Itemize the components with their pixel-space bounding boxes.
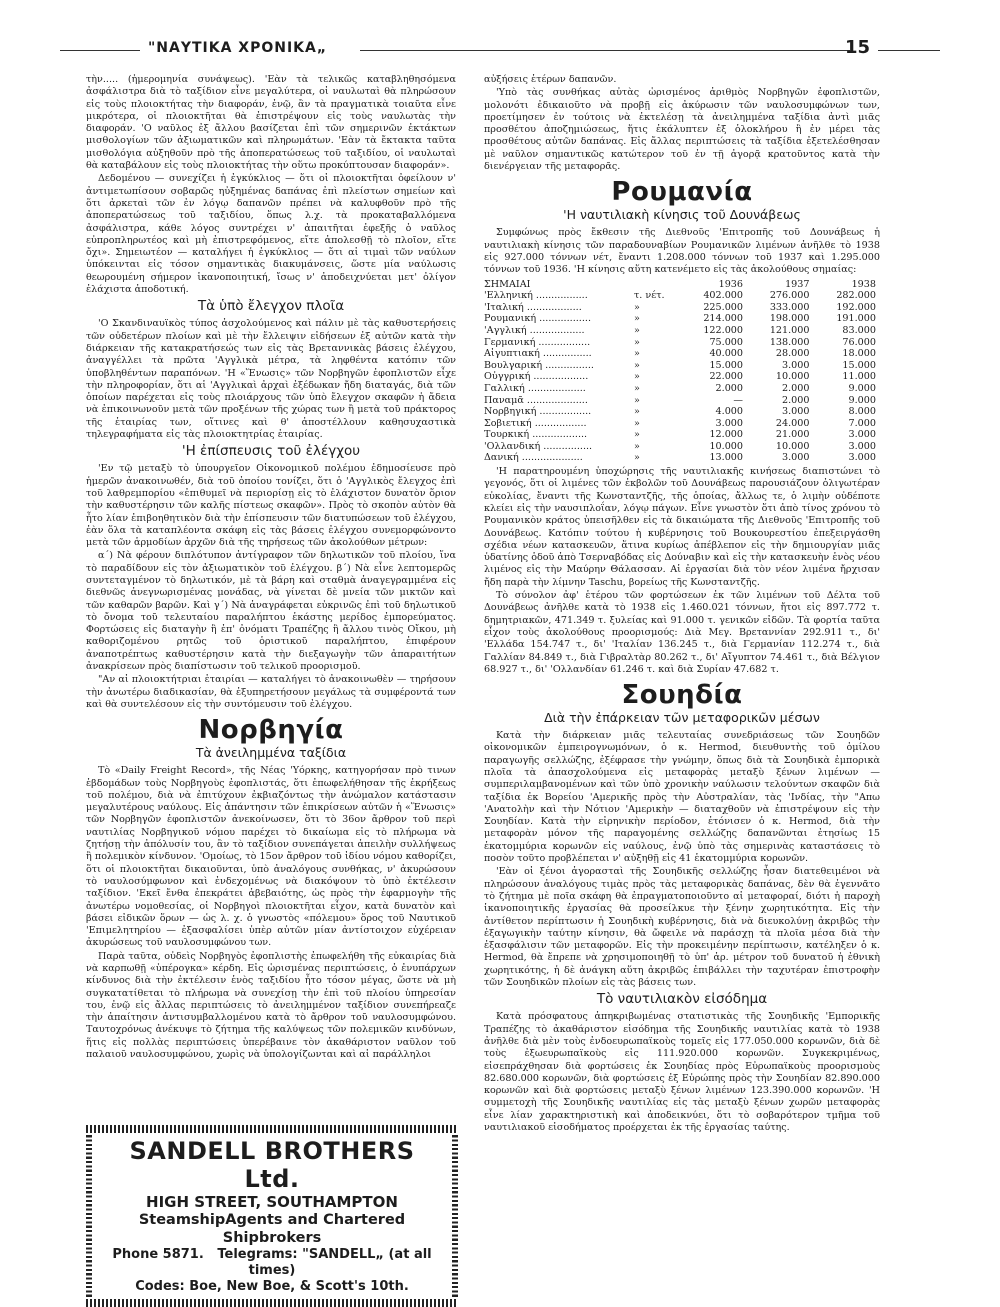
table-cell: 198.000 — [769, 313, 810, 325]
table-cell: » — [634, 301, 640, 313]
table-cell: 3.000 — [848, 440, 876, 452]
section-subtitle: Διὰ τὴν ἐπάρκειαν τῶν μεταφορικῶν μέσων — [544, 710, 820, 726]
ad-body — [86, 1133, 458, 1299]
paragraph: Παρὰ ταῦτα, οὐδεὶς Νορβηγὸς ἐφοπλιστὴς ἐπωφελήθη τῆς εὐκαιρίας διὰ νὰ καρπωθῇ «ὑπέρογκα» κέρδη. Εἰς ὡρισμένας περιπτώσεις, ὁ ἐνυπάρχων κίνδυνος διὰ τὴν ἐκτέλεσιν ἑνὸς ταξιδίου ἦτο τόσον μέγας, ὥστε νὰ μὴ συγκατατίθεται τὸ πλήρωμα νὰ συνεχίσῃ τὴν ἐπὶ τοῦ πλοίου ὑπηρεσίαν του, ἐνῷ εἰς ἄλλας περιπτώσεις τὸ ἀνειλημμένον ταξίδιον συνεπήρεαζε τὴν ἀπαίτησιν ἀντισυμβαλλομένου κατὰ τὸ ἄρθρον τοῦ ναυλοσυμφώνου. Ταυτοχρόνως ἀνέκυψε τὸ ζήτημα τῆς καλύψεως τῶν πολεμικῶν κινδύνων, ἥτις εἰς πολλὰς περιπτώσεις ὑπερέβαινε τὸν ἀκαθάριστον ναῦλον τοῦ παλαιοῦ ναυλοσυμφώνου, χωρὶς νὰ ὑπολογίζωνται καὶ αἱ παράλληλοι — [86, 950, 456, 1061]
table-cell: » — [634, 417, 640, 429]
ad-codes: Codes: Boe, New Boe, & Scott's 10th. — [135, 1279, 409, 1294]
flag-name-cell: Παναμᾶ .................... — [484, 394, 588, 406]
right-column — [484, 74, 880, 1135]
table-cell: 3.000 — [715, 417, 744, 429]
table-cell: 402.000 — [703, 290, 744, 302]
paragraph: 'Η παρατηρουμένη ὑποχώρησις τῆς ναυτιλιακῆς κινήσεως διαπιστώνει τὸ γεγονός, ὅτι οἱ λιμένες τῶν ἐκβολῶν τοῦ Δουνάβεως παρουσιάζουν ὀλιγωτέραν εὐκολίας, ἔναντι τῆς Κωνσταντζῆς, τῆς ὁποίας, ἄλλως τε, ὁ λιμὴν οὐδέποτε κλείει εἰς τὴν ναυσιπλοΐαν, λόγῳ πάγων. Εἶνε γνωστὸν ὅτι ἀπὸ τίνος χρόνου τὸ Ρουμανικὸν κράτος ὑπεισῆλθεν εἰς τὰ δικαιώματα τῆς Διεθνοῦς 'Επιτροπῆς τοῦ Δουνάβεως. Κατόπιν τούτου ἡ κυβέρνησις τοῦ Βουκουρεστίου ἐπεξειργάσθη σχέδια νέων κατασκευῶν, ἅτινα κυρίως ἀπέβλεπον εἰς τὴν δημιουργίαν μιᾶς ὑδατίνης ὁδοῦ ἀπὸ Τσερναβόδας εἰς Δούναβιν καὶ εἰς τὴν κατασκευὴν ἑνὸς νέου λιμένος εἰς τὴν Μαύρην Θάλασσαν. Αἱ ἐργασίαι διὰ τὸν νέον λιμένα ἤρχισαν ἤδη παρὰ τὴν λίμνην Taschu, βορείως τῆς Κωνσταντζῆς. — [484, 466, 880, 588]
table-row — [484, 313, 880, 325]
table-cell: » — [634, 429, 640, 441]
table-cell: 24.000 — [775, 417, 810, 429]
ad-contact-line — [98, 1247, 446, 1279]
table-cell: 76.000 — [842, 336, 876, 348]
table-row — [484, 371, 880, 383]
table-row — [484, 290, 880, 302]
paragraph: Κατὰ πρόσφατους ἀπηκριβωμένας στατιστικὰς τῆς Σουηδικῆς 'Εμπορικῆς Τραπέζης τὸ ἀκαθάριστον εἰσόδημα τῆς Σουηδικῆς ναυτιλίας κατὰ τὸ 1938 ἀνῆλθε διὰ μὲν τοὺς ἐνδοευρωπαϊκοὺς τομεῖς εἰς 177.050.000 κορωνῶν, διὰ δὲ τοὺς ἐξωευρωπαϊκοὺς εἰς 111.920.000 κορωνῶν. Συγκεκριμένως, εἰσεπράχθησαν διὰ φορτώσεις ἐκ Σουηδίας πρὸς Εὐρωπαϊκοὺς προορισμοὺς 82.680.000 κορωνῶν, διὰ φορτώσεις ἐξ Εὐρώπης πρὸς τὴν Σουηδίαν 82.890.000 κορωνῶν καὶ διὰ φορτώσεις μεταξὺ ξένων λιμένων 123.390.000 κορωνῶν. 'Η συμμετοχὴ τῆς Σουηδικῆς ναυτιλίας εἰς τὰς μεταξὺ ξένων χωρῶν μεταφορὰς εἶνε λίαν χαρακτηριστικὴ καὶ ἀποδεικνύει, ὅτι τὸ σοβαρότερον τμῆμα τοῦ ναυτιλιακοῦ εἰσοδήματος προέρχεται ἐκ τῆς ἐργασίας ταύτης. — [484, 1011, 880, 1134]
table-row — [484, 383, 880, 395]
table-cell: 276.000 — [769, 290, 810, 302]
table-cell: 83.000 — [842, 324, 876, 336]
table-cell: 3.000 — [782, 406, 810, 418]
section-subtitle: Τὰ ἀνειλημμένα ταξίδια — [195, 745, 347, 761]
table-cell: 3.000 — [782, 359, 810, 371]
table-cell: 121.000 — [769, 324, 810, 336]
paragraph: Κατὰ τὴν διάρκειαν μιᾶς τελευταίας συνεδριάσεως τῶν Σουηδῶν οἰκονομικῶν ἐμπειρογνωμόνων, ὁ κ. Hermod, διευθυντὴς τοῦ ὁμίλου παραγωγῆς σελλώζης, ἐξέφρασε τὴν γνώμην, ὅπως διὰ τὰ Σουηδικὰ ἐμπορικὰ πλοῖα τὰ ἀπασχολούμενα εἰς μεταφορὰς μεταξὺ ξένων λιμένων — συμπεριλαμβανομένων καὶ τῶν ὑπὸ χρονικὴν ναύλωσιν τελούντων σκαφῶν διὰ ταξίδια ἐκ Βορείου 'Αμερικῆς πρὸς τὴν Αὐστραλίαν, τὰς 'Ινδίας, τὴν "Απω 'Ανατολὴν καὶ τὴν Νότιον 'Αμερικὴν — διαταχθοῦν νὰ ἐπιστρέψουν εἰς τὴν Σουηδίαν. Κατὰ τὴν εἰρηνικὴν περίοδον, ἐτόνισεν ὁ κ. Hermod, διὰ τὴν μεταφορὰν μόνον τῆς παραγομένης σελλώζης δαπανῶνται ἐτησίως 15 ἑκατομμύρια κορωνῶν εἰς ναύλους, ἐνῷ ὑπὸ τὰς σημερινὰς καταστάσεις τὸ ποσὸν τοῦτο προβλέπεται ν' αὐξηθῇ εἰς 41 ἑκατομμύρια κορωνῶν. — [484, 730, 880, 865]
paragraph: 'Εν τῷ μεταξὺ τὸ ὑπουργεῖον Οἰκονομικοῦ πολέμου ἐδημοσίευσε πρὸ ἡμερῶν ἀνακοινωθέν, διὰ τοῦ ὁποίου τονίζει, ὅτι ὁ 'Αγγλικὸς ἔλεγχος ἐπὶ τοῦ λαθρεμπορίου «ἐπιθυμεῖ νὰ περιορίσῃ εἰς τὸ ἐλάχιστον δυνατὸν ὅριον τὴν καθυστέρησιν τῶν καλῆς πίστεως σκαφῶν». Πρὸς τὸ σκοπὸν αὐτὸν θὰ ἦτο λίαν ἐπιβοηθητικὸν διὰ τὴν ἐπίσπευσιν τῶν διατυπώσεων τοῦ ἐλέγχου, ἐὰν ὅλα τὰ καταπλέοντα σκάφη εἰς τὰς βάσεις ἐλέγχου συνεμορφώνοντο μετὰ τῶν ἁρμοδίων ἀρχῶν διὰ τῆς τηρήσεως τῶν ἀκολούθων μέτρων: — [86, 463, 456, 549]
table-cell: » — [634, 324, 640, 336]
table-cell: 3.000 — [782, 452, 810, 464]
table-row — [484, 418, 880, 430]
table-cell: τ. νέτ. — [634, 290, 665, 302]
table-row — [484, 360, 880, 372]
table-cell: 2.000 — [715, 382, 744, 394]
table-cell: 40.000 — [709, 348, 744, 360]
table-row — [484, 395, 880, 407]
paragraph: 'Εὰν οἱ ξένοι ἀγορασταὶ τῆς Σουηδικῆς σελλώζης ἦσαν διατεθειμένοι νὰ πληρώσουν ἀναλόγους τιμὰς πρὸς τὰς μεταφορικὰς δαπάνας, δὲν θὰ ἐγεννᾶτο τὸ ζήτημα μὲ ποῖα σκάφη θὰ ἐπραγματοποιοῦντο αἱ μεταφοραί, διότι ἡ παροχὴ ἱκανοποιητικῆς ἐργασίας θὰ προσείλκυε τὴν ξένην χωρητικότητα. Εἰς τὴν ἀντίθετον περίπτωσιν ἡ Σουηδικὴ κυβέρνησις, διὰ νὰ διευκολύνῃ ἀκριβῶς τὴν ἐξαγωγικὴν ταύτην κίνησιν, θὰ ὤφειλε νὰ παράσχῃ τὰ πλοῖα μέσα διὰ τὴν ἐξασφάλισιν τῶν μεταφορῶν. Εἰς τὴν προκειμένην περίπτωσιν, κατέληξεν ὁ κ. Hermod, θὰ ἔπρεπε νὰ χρησιμοποιηθῇ τὸ ὑπ' ἀρ. μέτρον τοῦ δυνατοῦ ἡ ἐθνικὴ χωρητικότης, ἡ δὲ ἀνάγκη αὕτη ἀκριβῶς ἐπιβάλλει τὴν ταχυτέραν ἐπιστροφὴν τῶν Σουηδικῶν πλοίων εἰς τὰς βάσεις των. — [484, 866, 880, 989]
publication-title: "ΝΑΥΤΙΚΑ ΧΡΟΝΙΚΑ„ — [148, 40, 328, 56]
table-cell: » — [634, 394, 640, 406]
table-header-cell — [634, 279, 681, 291]
table-cell: 138.000 — [769, 336, 810, 348]
table-cell: » — [634, 336, 640, 348]
table-cell: » — [634, 452, 640, 464]
table-cell: 12.000 — [709, 429, 744, 441]
table-cell: 122.000 — [703, 324, 744, 336]
table-cell: 28.000 — [775, 348, 810, 360]
table-cell: 2.000 — [782, 382, 810, 394]
table-cell: 8.000 — [848, 406, 876, 418]
table-cell: 3.000 — [848, 429, 876, 441]
table-cell: 282.000 — [836, 290, 876, 302]
ad-address: HIGH STREET, SOUTHAMPTON — [146, 1193, 398, 1211]
table-cell: 7.000 — [848, 417, 876, 429]
page-header — [60, 38, 940, 62]
table-row — [484, 406, 880, 418]
country-heading-norway: Νορβηγία — [198, 715, 344, 746]
paragraph: 'Υπὸ τὰς συνθήκας αὐτὰς ὡρισμένος ἀριθμὸς Νορβηγῶν ἐφοπλιστῶν, μολονότι ἐδικαιοῦτο νὰ προβῇ εἰς ἀκύρωσιν τῶν ναυλοσυμφώνων των, προετίμησεν ἐν τούτοις νὰ ἐκτελέσῃ τὰ ἀνειλημμένα ταξίδια ἀντὶ μιᾶς προσθέτου ἀποζημιώσεως, ἥτις ἐκάλυπτεν ἐξ ὁλοκλήρου ἢ ἐν μέρει τὰς προσθέτους αὐτῶν δαπάνας. Εἰς ἄλλας περιπτώσεις τὰ ταξίδια ἐξετελέσθησαν μὲ ναῦλον σημαντικῶς κατώτερον τοῦ ἐν τῇ ἀγορᾷ κρατοῦντος κατὰ τὴν διενέργειαν τῆς μεταφορᾶς. — [484, 87, 880, 173]
table-cell: » — [634, 313, 640, 325]
table-cell: — — [733, 394, 744, 406]
table-cell: 13.000 — [709, 452, 744, 464]
flag-name-cell: 'Ιταλική .................. — [484, 301, 582, 313]
table-cell: » — [634, 382, 640, 394]
ad-description: SteamshipAgents and Chartered Shipbrokers — [138, 1212, 406, 1246]
paragraph: Συμφώνως πρὸς ἔκθεσιν τῆς Διεθνοῦς 'Επιτροπῆς τοῦ Δουνάβεως ἡ ναυτιλιακὴ κίνησις τῶν παραδουναβίων Ρουμανικῶν λιμένων ἀνῆλθε τὸ 1938 εἰς 927.000 τόννων νέτ, ἔναντι 1.208.000 τόννων τοῦ 1937 καὶ 1.295.000 τόννων τοῦ 1936. 'Η κίνησις αὕτη κατενέμετο εἰς τὰς ἀκολούθους σημαίας: — [484, 227, 880, 276]
table-row — [484, 348, 880, 360]
table-cell: 2.000 — [782, 394, 810, 406]
flag-name-cell: Δανική .................... — [484, 452, 583, 464]
table-cell: » — [634, 359, 640, 371]
table-cell: 10.000 — [775, 371, 810, 383]
section-heading: 'Η ἐπίσπευσις τοῦ ἐλέγχου — [181, 443, 361, 460]
table-cell: 22.000 — [709, 371, 744, 383]
header-rule-left — [60, 50, 140, 51]
table-cell: 15.000 — [709, 359, 744, 371]
table-cell: » — [634, 371, 640, 383]
paragraph: τὴν..... (ἡμερομηνία συνάψεως). 'Εὰν τὰ τελικῶς καταβληθησόμενα ἀσφάλιστρα διὰ τὸ ταξίδιον εἶνε μεγαλύτερα, οἱ ναυλωταὶ θὰ πληρώσουν εἰς τοὺς πλοιοκτήτας τὴν διαφοράν, ἐνῷ, ἂν τὰ πραγματικὰ τοιαῦτα εἶνε μικρότερα, οἱ πλοιοκτῆται θὰ ἐπιστρέψουν εἰς τοὺς ναυλωτὰς τὴν διαφοράν. 'Ο ναῦλος ἐξ ἄλλου βασίζεται ἐπὶ τῶν σημερινῶν ἐκτάκτων μισθολογίων τῶν ἀξιωματικῶν καὶ πληρωμάτων. 'Εὰν τὰ ἔκτακτα ταῦτα μισθολόγια αὐξηθοῦν πρὸ τῆς ἀποπερατώσεως τοῦ ταξιδίου, οἱ ναυλωταὶ θὰ καταβάλουν εἰς τοὺς πλοιοκτήτας τὴν οὕτω προκύπτουσαν διαφοράν». — [86, 74, 456, 172]
table-cell: 9.000 — [848, 394, 876, 406]
page-number: 15 — [844, 37, 870, 58]
left-column — [86, 74, 456, 1062]
table-cell: 191.000 — [836, 313, 876, 325]
table-cell: 225.000 — [703, 301, 744, 313]
ad-telegrams: Telegrams: "SANDELL„ (at all times) — [217, 1247, 432, 1278]
ad-border-top — [86, 1125, 458, 1133]
flag-name-cell: 'Ελληνική ................. — [484, 290, 588, 302]
advertisement-box — [86, 1125, 458, 1294]
header-rule-right — [878, 50, 940, 51]
table-row — [484, 429, 880, 441]
table-cell: » — [634, 440, 640, 452]
table-header-cell: ΣΗΜΑΙΑΙ — [484, 278, 531, 290]
table-header-row — [484, 279, 880, 291]
table-cell: 214.000 — [703, 313, 744, 325]
table-cell: 75.000 — [709, 336, 744, 348]
table-cell: » — [634, 406, 640, 418]
table-cell: 10.000 — [775, 440, 810, 452]
table-cell: 11.000 — [842, 371, 876, 383]
paragraph: 'Ο Σκανδιναυϊκὸς τύπος ἀσχολούμενος καὶ πάλιν μὲ τὰς καθυστερήσεις τῶν οὐδετέρων πλοίων καὶ μὲ τὴν ἔλλειψιν εἰδήσεων ἐξ αὐτῶν κατὰ τὴν διάρκειαν τῆς κατακρατήσεώς των εἰς τὰς Βρεταννικὰς βάσεις ἐλέγχου, ἀναγγέλλει τὰ πρῶτα 'Αγγλικὰ μέτρα, τὰ ληφθέντα κατόπιν τῶν ὑποβληθέντων παραπόνων. 'Η «Ἕνωσις» τῶν Νορβηγῶν ἐφοπλιστῶν εἶχε τὴν πληροφορίαν, ὅτι αἱ 'Αγγλικαὶ ἀρχαὶ ἐξέδωκαν ἤδη διαταγάς, διὰ τῶν ὁποίων παρέχεται εἰς τοὺς πλοιάρχους τῶν ὑπὸ ἔλεγχον σκαφῶν ἡ ἄδεια νὰ ἐπικοινωνοῦν μετὰ τῶν προξένων τῆς χώρας των ἢ μετὰ τοῦ πράκτορος τῆς ἑταιρίας των, οἵτινες καὶ θ' ἀποστέλλουν καθησυχαστικὰ τηλεγραφήματα εἰς τὰς πλοιοκτητρίας ἑταιρίας. — [86, 318, 456, 441]
ad-border-bottom — [86, 1299, 458, 1307]
paragraph: α΄) Νὰ φέρουν διπλότυπον ἀντίγραφον τῶν δηλωτικῶν τοῦ πλοίου, ἵνα τὸ παραδίδουν εἰς τὸν ἀξιωματικὸν τοῦ ἐλέγχου. β΄) Νὰ εἶνε λεπτομερῶς συντεταγμένον τὸ δηλωτικόν, μὲ τὰ βάρη καὶ σταθμὰ ἀναγεγραμμένα εἰς διεθνῶς ἀνεγνωρισμένας μονάδας, νὰ γίνεται δὲ μνεία τῶν μικτῶν καὶ τῶν καθαρῶν βαρῶν. Καὶ γ΄) Νὰ ἀναγράφεται εὐκρινῶς ἐπὶ τοῦ δηλωτικοῦ τὸ ὄνομα τοῦ τελευταίου παραλήπτου ἑκάστης μερίδος ἐμπορεύματος. Φορτώσεις εἰς διαταγὴν ἢ ἐπ' ὀνόματι Τραπέζης ἢ ἄλλου τινὸς Οἴκου, μὴ καθοριζομένου ρητῶς τοῦ ὁριστικοῦ παραλήπτου, ἐπιφέρουν ἀναποτρέπτως καθυστέρησιν κατὰ τὴν διεξαγωγὴν τῶν ἀπαραιτήτων ἀνακρίσεων πρὸς διαπίστωσιν τοῦ τελικοῦ προορισμοῦ. — [86, 550, 456, 673]
flag-name-cell: 'Αγγλική .................. — [484, 324, 585, 336]
table-cell: 9.000 — [848, 382, 876, 394]
table-row — [484, 302, 880, 314]
ad-company-name: SANDELL BROTHERS Ltd. — [129, 1137, 415, 1193]
paragraph: αὐξήσεις ἑτέρων δαπανῶν. — [484, 74, 617, 85]
table-cell: 18.000 — [842, 348, 876, 360]
table-cell: » — [634, 348, 640, 360]
flag-name-cell: Νορβηγική ................. — [484, 406, 592, 418]
flag-name-cell: Οὐγγρική .................. — [484, 371, 589, 383]
flag-name-cell: Αἰγυπτιακή ................ — [484, 348, 592, 360]
ad-phone: Phone 5871. — [112, 1247, 204, 1262]
flag-name-cell: Σοβιετική ................. — [484, 417, 587, 429]
flag-name-cell: Γαλλική ................... — [484, 382, 586, 394]
country-heading-sweden: Σουηδία — [621, 680, 743, 711]
table-row — [484, 452, 880, 464]
section-heading: Τὸ ναυτιλιακὸν εἰσόδημα — [596, 991, 768, 1008]
section-subtitle: 'Η ναυτιλιακὴ κίνησις τοῦ Δουνάβεως — [563, 207, 801, 223]
table-row — [484, 441, 880, 453]
paragraph: "Αν αἱ πλοιοκτήτριαι ἑταιρίαι — καταλήγει τὸ ἀνακοινωθὲν — τηρήσουν τὴν ἀνωτέρω διαδικασίαν, θὰ ἐξυπηρετήσουν μεγάλως τὰ συμφέροντά των καὶ θὰ συντελέσουν εἰς τὴν συντόμευσιν τοῦ ἐλέγχου. — [86, 674, 456, 710]
flag-name-cell: 'Ολλανδική ................ — [484, 440, 593, 452]
table-cell: 10.000 — [709, 440, 744, 452]
table-cell: 4.000 — [715, 406, 744, 418]
paragraph: Δεδομένου — συνεχίζει ἡ ἐγκύκλιος — ὅτι οἱ πλοιοκτῆται ὀφείλουν ν' ἀντιμετωπίσουν σοβαρῶς ηὐξημένας δαπάνας ἐπὶ πλείστων σημείων καὶ ὅτι ἀρκεταὶ τῶν ἐν λόγῳ δαπανῶν πρέπει νὰ καλυφθοῦν πρὸ τῆς ἀποπερατώσεως τοῦ ταξιδίου, ὅπως λ.χ. τὰ προκαταβαλλόμενα ἀσφάλιστρα, κάθε λόγος συντρέχει ν' ἀπαιτῆται ἐφεξῆς ὁ ναῦλος εὐπροπληρωτέος καὶ μὴ ἐπιστρεφόμενος, εἴτε ἀπολεσθῇ τὸ πλοῖον, εἴτε ὄχι». Σημειωτέον — καταλήγει ἡ ἐγκύκλιος — ὅτι αἱ τιμαὶ τῶν ναύλων ὑπόκεινται εἰς τόσον σημαντικὰς διακυμάνσεις, ὥστε μία ναύλωσις θεωρουμένη σήμερον ἱκανοποιητική, ἴσως ν' ἀποδειχνύεται μετ' ὀλίγον ἐλάχιστα ἀποδοτική. — [86, 173, 456, 296]
flag-name-cell: Τουρκική .................. — [484, 429, 588, 441]
table-row — [484, 337, 880, 349]
flag-name-cell: Βουλγαρική ................ — [484, 359, 594, 371]
table-header-cell: 1936 — [718, 278, 744, 290]
table-cell: 192.000 — [836, 301, 876, 313]
table-cell: 3.000 — [848, 452, 876, 464]
shipping-table — [484, 279, 880, 465]
paragraph: Τὸ σύνολον ἀφ' ἑτέρου τῶν φορτώσεων ἐκ τῶν λιμένων τοῦ Δέλτα τοῦ Δουνάβεως ἀνῆλθε κατὰ τὸ 1938 εἰς 1.460.021 τόννων, ἤτοι εἰς 897.772 τ. δημητριακῶν, 471.349 τ. ξυλείας καὶ 91.000 τ. γενικῶν εἰδῶν. Τὰ φορτία ταῦτα εἶχον τοὺς ἀκολούθους προορισμούς: Διὰ Μεγ. Βρεταννίαν 292.911 τ., δι' 'Ελλάδα 154.747 τ., δι' 'Ιταλίαν 136.245 τ., διὰ Γερμανίαν 112.274 τ., διὰ Γαλλίαν 84.849 τ., διὰ Γιβραλτὰρ 80.262 τ., δι' Αἴγυπτον 74.461 τ., διὰ Βέλγιον 68.927 τ., δι' 'Ολλανδίαν 61.246 τ. καὶ διὰ Συρίαν 47.682 τ. — [484, 590, 880, 675]
country-heading-romania: Ρουμανία — [611, 177, 753, 208]
paragraph: Τὸ «Daily Freight Record», τῆς Νέας 'Υόρκης, κατηγορήσαν πρὸ τινων ἑβδομάδων τοὺς Νορβηγοὺς ἐφοπλιστάς, ὅτι ἐπωφελήθησαν τῆς ἐκρήξεως τοῦ πολέμου, διὰ νὰ ἐπιτύχουν ἐκβιαζόντως τὴν ἀνώμαλον κατάστασιν μεγαλυτέρους ναύλους. Εἰς ἀπάντησιν τῶν ἐπικρίσεων αὐτῶν ἡ «Ἕνωσις» τῶν Νορβηγῶν ἐφοπλιστῶν ἀνεκοίνωσεν, ὅτι τὸ 36ον ἄρθρον τοῦ περὶ ναυτιλίας Νορβηγικοῦ νόμου παρέχει τὸ δικαίωμα εἰς τὸ πλήρωμα νὰ ζητήσῃ τὴν ἀπόλυσίν του, ἂν τὸ ταξίδιον συνεπάγεται ἀπειλὴν συλλήψεως ἢ πολεμικὸν κίνδυνον. 'Ομοίως, τὸ 15ον ἄρθρον τοῦ ἰδίου νόμου καθορίζει, ὅτι οἱ πλοιοκτῆται δικαιοῦνται, ὑπὸ ἀναλόγους συνθήκας, ν' ἀκυρώσουν τὸ ναυλοσύμφωνον καὶ ἐνδεχομένως νὰ διακόψουν τὸ ὑπὸ ἐκτέλεσιν ταξίδιον. 'Εκεῖ ἔνθα ἐπεκράτει ἀβεβαιότης, ὡς πρὸς τὴν ἐφαρμογὴν τῆς ἀνωτέρω νομοθεσίας, οἱ Νορβηγοὶ πλοιοκτῆται εἶχον, κατὰ δυνατὸν καὶ βάσει εἰδικῶν ὅρων — ὡς λ. χ. ὁ γνωστὸς «πόλεμου» ὅρος τοῦ Ναυτικοῦ 'Επιμελητηρίου — ἐξασφαλίσει ὑπὲρ αὐτῶν μίαν ἀντίστοιχον εὐχέρειαν ἀκυρώσεως τοῦ ναυλοσυμφώνου των. — [86, 765, 456, 949]
shipping-table-body — [484, 279, 880, 465]
table-header-cell: 1937 — [785, 278, 810, 290]
table-row — [484, 325, 880, 337]
table-cell: 15.000 — [842, 359, 876, 371]
flag-name-cell: Γερμανική ................. — [484, 336, 591, 348]
section-heading: Τὰ ὑπὸ ἔλεγχον πλοῖα — [197, 298, 345, 315]
flag-name-cell: Ρουμανική ................. — [484, 313, 592, 325]
table-cell: 333.000 — [769, 301, 810, 313]
header-rule-middle — [360, 50, 850, 51]
table-header-cell: 1938 — [851, 278, 876, 290]
table-cell: 21.000 — [775, 429, 810, 441]
